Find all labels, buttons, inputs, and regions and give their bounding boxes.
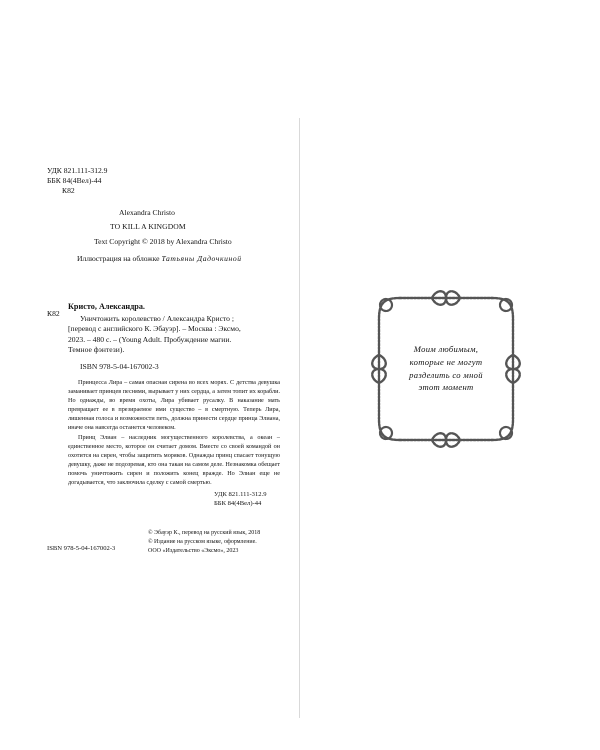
catalog-line: [перевод с английского К. Эбауэр]. – Москва : Эксмо, (68, 324, 241, 334)
copyright-credits (148, 529, 260, 555)
left-page (0, 0, 299, 750)
dedication-line: разделить со мной (409, 369, 483, 380)
udk-footer (214, 490, 267, 508)
original-copyright: Text Copyright © 2018 by Alexandra Christo (94, 237, 232, 246)
illustration-credit (77, 254, 242, 263)
right-page (300, 0, 600, 750)
dedication-line: которые не могут (409, 356, 483, 367)
bbk-code: ББК 84(4Вел)-44 (47, 176, 102, 186)
catalog-author-sign: К82 (47, 309, 60, 318)
credit-line: © Эбауэр К., перевод на русский язык, 2018 (148, 530, 261, 536)
catalog-line: Уничтожить королевство / Александра Кристо ; (80, 314, 234, 323)
catalog-line: 2023. – 480 с. – (Young Adult. Пробуждение магии. (68, 334, 232, 344)
isbn-footer: ISBN 978-5-04-167002-3 (47, 545, 116, 552)
credit-line: ООО «Издательство «Эксмо», 2023 (148, 547, 239, 554)
illustration-artist: Татьяны Дадочкиной (161, 254, 242, 263)
author-sign-code: К82 (62, 186, 75, 196)
original-author: Alexandra Christo (119, 208, 175, 217)
bbk-code: ББК 84(4Вел)-44 (214, 500, 262, 507)
illustration-label: Иллюстрация на обложке (77, 254, 160, 263)
dedication (370, 343, 522, 394)
dedication-line: этот момент (418, 382, 474, 393)
udk-code: УДК 821.111-312.9 (47, 166, 108, 175)
catalog-description (68, 314, 280, 356)
original-title: TO KILL A KINGDOM (110, 222, 186, 231)
udk-header (47, 166, 107, 197)
dedication-line: Моим любимым, (413, 344, 479, 354)
catalog-isbn: ISBN 978-5-04-167002-3 (80, 362, 159, 371)
annotation (68, 378, 280, 487)
annotation-paragraph: Принц Элиан – наследник могущественного королевства, а океан – единственное место, которое он считает домом. Вместе со своей командой он охотится на сирен, чтобы защитить моряков. Однажды принц спасает тонущую девушку, даже не подозревая, кто она такая на самом деле. Незнакомка обещает помочь уничтожить сирен и положить конец вражде. Но Элиан еще не догадывается, что заключила сделку с самой смертью. (68, 433, 280, 487)
udk-code: УДК 821.111-312.9 (214, 491, 267, 498)
annotation-paragraph: Принцесса Лира – самая опасная сирена во всех морях. С детства девушка заманивает принцев песнями, вырывает у них сердца, а затем топит их корабли. Но однажды, во время охоты, Лира убивает русалку. В наказание мать превращает ее в презираемое ими существо – в смертную. Теперь Лира, лишенная голоса и возможности петь, должна принести сердце принца Элиана, иначе она навсегда останется человеком. (68, 379, 280, 432)
catalog-line: Темное фэнтези). (68, 345, 125, 355)
credit-line: © Издание на русском языке, оформление. (148, 538, 257, 545)
catalog-heading: Кристо, Александра. (68, 302, 145, 311)
